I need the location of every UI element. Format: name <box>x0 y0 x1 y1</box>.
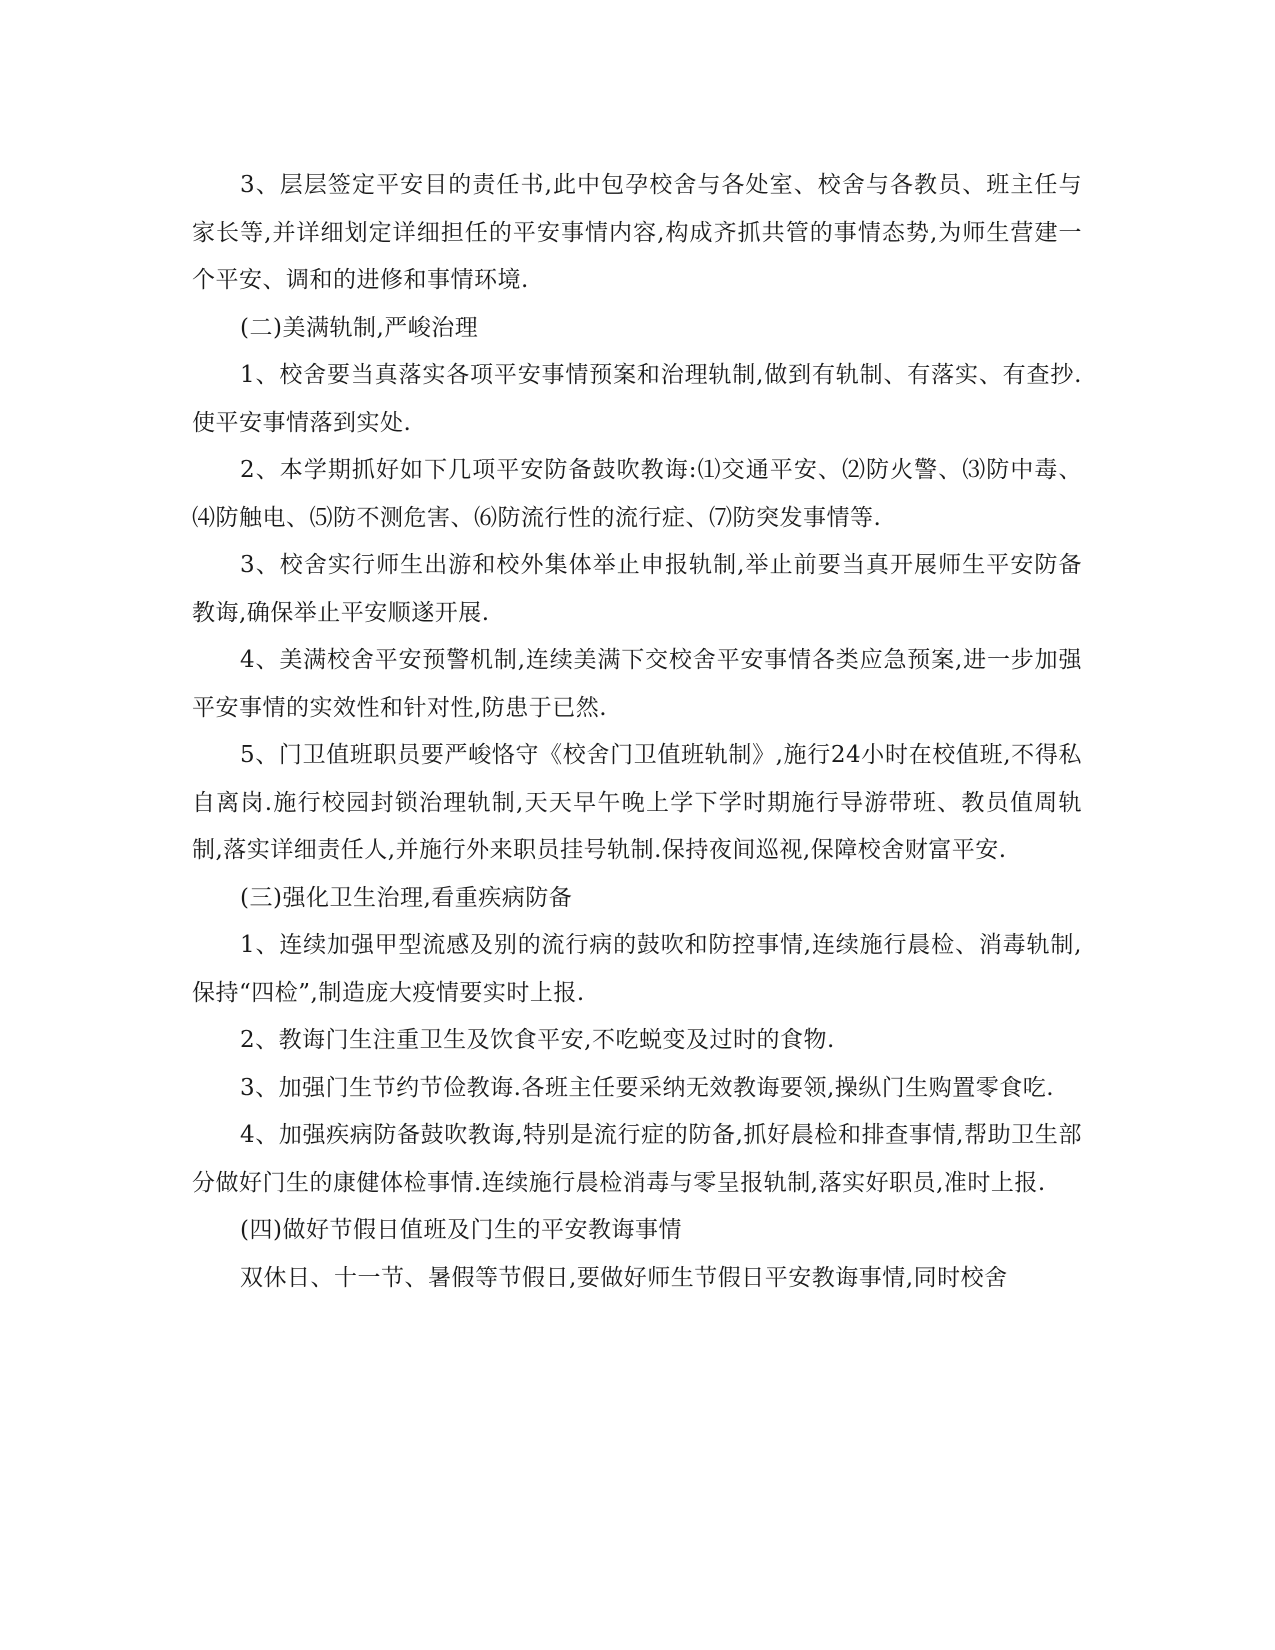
paragraph-outing-reporting: 3、校舍实行师生出游和校外集体举止申报轨制,举止前要当真开展师生平安防备教诲,确保举止平安顺遂开展. <box>192 552 1082 626</box>
paragraph-thrift-education: 3、加强门生节约节俭教诲.各班主任要采纳无效教诲要领,操纵门生购置零食吃. <box>240 1074 1055 1101</box>
paragraph-responsibility-letters: 3、层层签定平安目的责任书,此中包孕校舍与各处室、校舍与各教员、班主任与家长等,并详细划定详细担任的平安事情内容,构成齐抓共管的事情态势,为师生营建一个平安、调和的进修和事情环境. <box>192 172 1082 293</box>
document-body <box>192 162 1082 1302</box>
paragraph-gate-duty: 5、门卫值班职员要严峻恪守《校舍门卫值班轨制》,施行24小时在校值班,不得私自离岗.施行校园封锁治理轨制,天天早午晚上学下学时期施行导游带班、教员值周轨制,落实详细责任人,并施行外来职员挂号轨制.保持夜间巡视,保障校舍财富平安. <box>192 742 1082 863</box>
paragraph-holiday-duty: 双休日、十一节、暑假等节假日,要做好师生节假日平安教诲事情,同时校舍 <box>240 1264 1008 1291</box>
paragraph-disease-prevention: 4、加强疾病防备鼓吹教诲,特别是流行症的防备,抓好晨检和排查事情,帮助卫生部分做好门生的康健体检事情.连续施行晨检消毒与零呈报轨制,落实好职员,准时上报. <box>192 1122 1082 1196</box>
section-heading-4: (四)做好节假日值班及门生的平安教诲事情 <box>240 1217 682 1243</box>
paragraph-early-warning: 4、美满校舍平安预警机制,连续美满下交校舍平安事情各类应急预案,进一步加强平安事情的实效性和针对性,防患于已然. <box>192 647 1082 721</box>
paragraph-emergency-plans: 1、校舍要当真落实各项平安事情预案和治理轨制,做到有轨制、有落实、有查抄.使平安事情落到实处. <box>192 362 1082 436</box>
paragraph-safety-education-topics: 2、本学期抓好如下几项平安防备鼓吹教诲:⑴交通平安、⑵防火警、⑶防中毒、⑷防触电、⑸防不测危害、⑹防流行性的流行症、⑺防突发事情等. <box>192 457 1082 531</box>
paragraph-epidemic-control: 1、连续加强甲型流感及别的流行病的鼓吹和防控事情,连续施行晨检、消毒轨制,保持“四检”,制造庞大疫情要实时上报. <box>192 932 1082 1006</box>
section-heading-2: (二)美满轨制,严峻治理 <box>240 314 479 341</box>
paragraph-food-safety: 2、教诲门生注重卫生及饮食平安,不吃蜕变及过时的食物. <box>240 1027 835 1053</box>
section-heading-3: (三)强化卫生治理,看重疾病防备 <box>240 884 573 911</box>
